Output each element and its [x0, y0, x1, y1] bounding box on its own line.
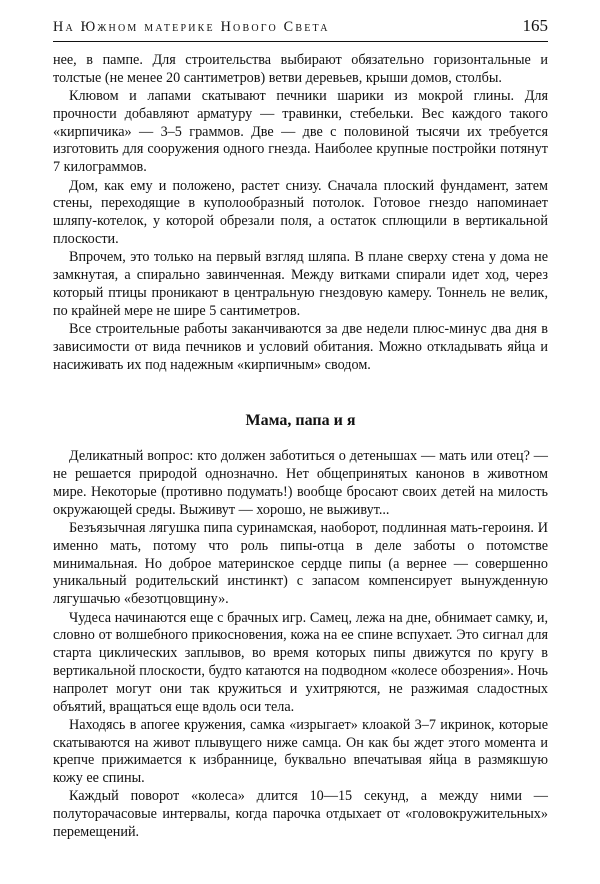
- paragraph: Деликатный вопрос: кто должен заботиться о детенышах — мать или отец? — не решается природой однозначно. Нет общепринятых канонов в животном мире. Некоторые (противно подумать!) вообще бросают своих детей на милость окружающей среды. Выживут — хорошо, не выживут...: [53, 448, 548, 518]
- paragraph: Все строительные работы заканчиваются за две недели плюс-минус два дня в зависимости от вида печников и условий обитания. Можно откладывать яйца и насиживать их под надежным «кирпичным» сводом.: [53, 320, 548, 373]
- paragraph: Дом, как ему и положено, растет снизу. Сначала плоский фундамент, затем стены, переходящие в куполообразный потолок. Готовое гнездо напоминает шляпу-котелок, у которой обрезали поля, а остаток сплющили в вертикальной плоскости.: [53, 177, 548, 247]
- paragraph: Чудеса начинаются еще с брачных игр. Самец, лежа на дне, обнимает самку, и, словно от волшебного прикосновения, кожа на ее спине вспухает. Это сигнал для старта циклических заплывов, во время которых пипы движутся по кругу в вертикальной плоскости, будто катаются на подводном «колесе обозрения». Ночь напролет могут они так кружиться и ухитряются, не разжимая сладостных объятий, вращаться еще вдоль оси тела.: [53, 609, 548, 715]
- paragraph: нее, в пампе. Для строительства выбирают обязательно горизонтальные и толстые (не менее 20 сантиметров) ветви деревьев, крыши домов, столбы.: [53, 52, 548, 86]
- paragraph: Каждый поворот «колеса» длится 10—15 секунд, а между ними — полуторачасовые интервалы, когда парочка отдыхает от «головокружительных» перемещений.: [53, 788, 548, 841]
- paragraph: Впрочем, это только на первый взгляд шляпа. В плане сверху стена у дома не замкнутая, а спирально завинченная. Между витками спирали идет ход, через который птицы проникают в центральную гнездовую камеру. Тоннель не велик, по крайней мере не шире 5 сантиметров.: [53, 249, 548, 319]
- section-title: Мама, папа и я: [245, 412, 356, 430]
- body-text: [53, 52, 548, 842]
- page-number: 165: [522, 16, 548, 35]
- paragraph: Клювом и лапами скатывают печники шарики из мокрой глины. Для прочности добавляют арматуру — травинки, стебельки. Вес каждого такого «кирпичика» — 3–5 граммов. Две — две с половиной тысячи их требуется изготовить для сооружения одного гнезда. Наиболее крупные постройки потянут 7 килограммов.: [53, 88, 548, 176]
- paragraph: Находясь в апогее кружения, самка «изрыгает» клоакой 3–7 икринок, которые скатываются на живот плывущего ниже самца. Он как бы ждет этого момента и крепче прижимается к избраннице, буквально впечатывая яйца в размякшую кожу ее спины.: [53, 716, 548, 787]
- running-head: На Южном материке Нового Света: [53, 19, 330, 35]
- paragraph: Безъязычная лягушка пипа суринамская, наоборот, подлинная мать-героиня. И именно мать, потому что роль пипы-отца в деле заботы о потомстве минимальная. Но доброе материнское сердце пипы (а вернее — совершенно уникальный родительский инстинкт) с запасом компенсирует вынужденную лягушачью «безотцовщину».: [53, 520, 548, 608]
- page-header: [53, 16, 548, 42]
- book-page: [53, 16, 548, 842]
